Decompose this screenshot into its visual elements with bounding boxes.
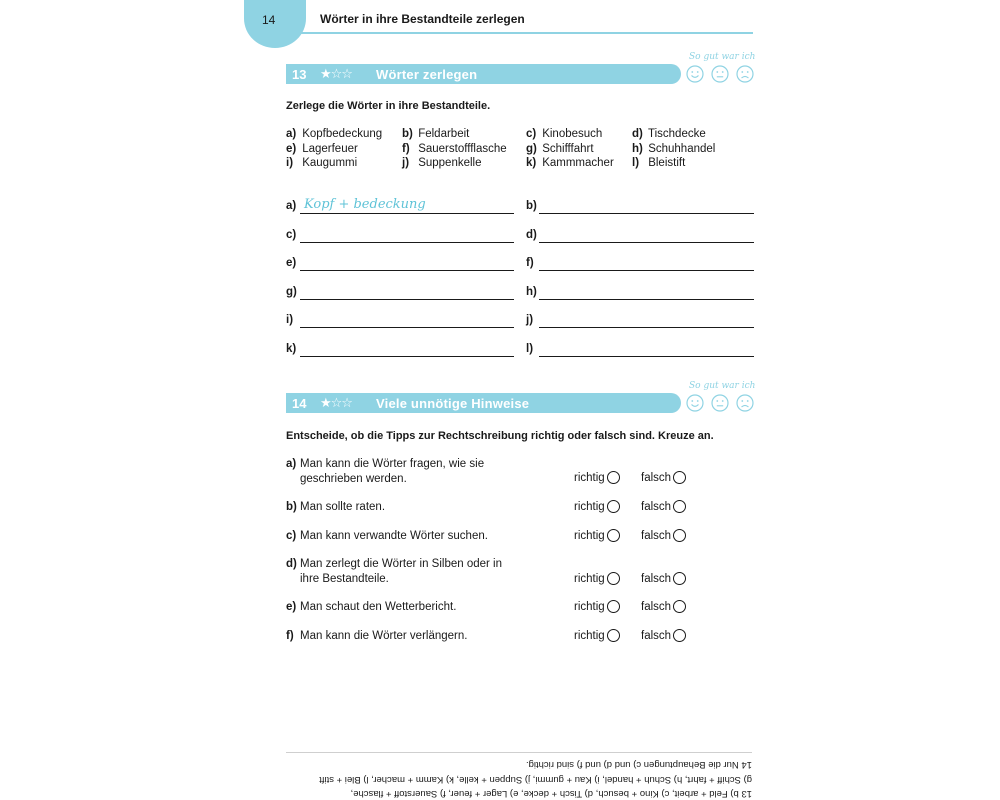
richtig-option-f[interactable]: richtig bbox=[574, 629, 620, 642]
neutral-face-icon[interactable] bbox=[711, 65, 729, 83]
falsch-option-f[interactable]: falsch bbox=[641, 629, 686, 642]
checkbox-circle[interactable] bbox=[673, 572, 686, 585]
checkbox-circle[interactable] bbox=[673, 600, 686, 613]
self-check-label: So gut war ich bbox=[689, 381, 756, 391]
richtig-option-d[interactable]: richtig bbox=[574, 572, 620, 585]
statement-c: c) Man kann verwandte Wörter suchen. bbox=[286, 530, 488, 542]
falsch-option-a[interactable]: falsch bbox=[641, 471, 686, 484]
richtig-option-e[interactable]: richtig bbox=[574, 600, 620, 613]
solution-line: 14 Nur die Behauptungen c) und d) und f) sind richtig. bbox=[525, 759, 752, 770]
happy-face-icon[interactable] bbox=[686, 394, 704, 412]
list-item: d) Tischdecke bbox=[632, 128, 706, 140]
list-item: e) Lagerfeuer bbox=[286, 143, 358, 155]
exercise-14-header bbox=[286, 393, 681, 413]
checkbox-circle[interactable] bbox=[673, 471, 686, 484]
exercise-13-header bbox=[286, 64, 681, 84]
list-item: c) Kinobesuch bbox=[526, 128, 603, 140]
exercise-title: Wörter zerlegen bbox=[376, 67, 478, 82]
exercise-13-instruction: Zerlege die Wörter in ihre Bestandteile. bbox=[286, 100, 491, 112]
exercise-number: 13 bbox=[292, 67, 307, 82]
happy-face-icon[interactable] bbox=[686, 65, 704, 83]
self-check-faces bbox=[686, 65, 754, 83]
answer-line-e[interactable]: e) bbox=[286, 257, 514, 273]
answer-line-l[interactable]: l) bbox=[526, 343, 754, 359]
statement-e: e) Man schaut den Wetterbericht. bbox=[286, 601, 457, 613]
answer-line-c[interactable]: c) bbox=[286, 229, 514, 245]
header-divider bbox=[300, 32, 753, 34]
handwritten-answer: Kopf + bedeckung bbox=[304, 197, 426, 212]
answer-line-f[interactable]: f) bbox=[526, 257, 754, 273]
falsch-option-d[interactable]: falsch bbox=[641, 572, 686, 585]
answer-line-h[interactable]: h) bbox=[526, 286, 754, 302]
list-item: b) Feldarbeit bbox=[402, 128, 470, 140]
statement-f: f) Man kann die Wörter verlängern. bbox=[286, 630, 468, 642]
richtig-option-c[interactable]: richtig bbox=[574, 529, 620, 542]
answer-line-g[interactable]: g) bbox=[286, 286, 514, 302]
statement-a: a) Man kann die Wörter fragen, wie sie geschrieben werden. bbox=[286, 458, 485, 485]
list-item: k) Kammmacher bbox=[526, 157, 614, 169]
falsch-option-b[interactable]: falsch bbox=[641, 500, 686, 513]
answer-line-i[interactable]: i) bbox=[286, 314, 514, 330]
falsch-option-c[interactable]: falsch bbox=[641, 529, 686, 542]
neutral-face-icon[interactable] bbox=[711, 394, 729, 412]
footer-divider bbox=[286, 752, 752, 753]
checkbox-circle[interactable] bbox=[673, 629, 686, 642]
list-item: j) Suppenkelle bbox=[402, 157, 482, 169]
richtig-option-a[interactable]: richtig bbox=[574, 471, 620, 484]
checkbox-circle[interactable] bbox=[607, 471, 620, 484]
sad-face-icon[interactable] bbox=[736, 65, 754, 83]
list-item: g) Schifffahrt bbox=[526, 143, 594, 155]
list-item: i) Kaugummi bbox=[286, 157, 358, 169]
solution-line: 13 b) Feld + arbeit, c) Kino + besuch, d) Tisch + decke, e) Lager + feuer, f) Sauerstoff + flasche, bbox=[350, 788, 752, 799]
answer-line-d[interactable]: d) bbox=[526, 229, 754, 245]
checkbox-circle[interactable] bbox=[607, 529, 620, 542]
exercise-14-instruction: Entscheide, ob die Tipps zur Rechtschreibung richtig oder falsch sind. Kreuze an. bbox=[286, 430, 714, 442]
richtig-option-b[interactable]: richtig bbox=[574, 500, 620, 513]
list-item: f) Sauerstoffflasche bbox=[402, 143, 507, 155]
answer-line-j[interactable]: j) bbox=[526, 314, 754, 330]
checkbox-circle[interactable] bbox=[607, 572, 620, 585]
exercise-number: 14 bbox=[292, 396, 307, 411]
checkbox-circle[interactable] bbox=[607, 500, 620, 513]
statement-d: d) Man zerlegt die Wörter in Silben oder in ihre Bestandteile. bbox=[286, 558, 502, 585]
difficulty-stars: ★☆☆ bbox=[320, 66, 352, 81]
exercise-title: Viele unnötige Hinweise bbox=[376, 396, 530, 411]
self-check-faces bbox=[686, 394, 754, 412]
checkbox-circle[interactable] bbox=[673, 500, 686, 513]
answer-line-k[interactable]: k) bbox=[286, 343, 514, 359]
checkbox-circle[interactable] bbox=[607, 600, 620, 613]
answer-line-b[interactable]: b) bbox=[526, 200, 754, 216]
chapter-title: Wörter in ihre Bestandteile zerlegen bbox=[320, 12, 525, 26]
list-item: l) Bleistift bbox=[632, 157, 686, 169]
checkbox-circle[interactable] bbox=[673, 529, 686, 542]
difficulty-stars: ★☆☆ bbox=[320, 395, 352, 410]
statement-b: b) Man sollte raten. bbox=[286, 501, 386, 513]
checkbox-circle[interactable] bbox=[607, 629, 620, 642]
sad-face-icon[interactable] bbox=[736, 394, 754, 412]
list-item: h) Schuhhandel bbox=[632, 143, 716, 155]
answer-line-a[interactable]: a) Kopf + bedeckung bbox=[286, 200, 514, 216]
solution-line: g) Schiff + fahrt, h) Schuh + handel, i) Kau + gummi, j) Suppen + kelle, k) Kamm + macher, l) Blei + stift bbox=[319, 774, 752, 785]
falsch-option-e[interactable]: falsch bbox=[641, 600, 686, 613]
self-check-label: So gut war ich bbox=[689, 52, 756, 62]
list-item: a) Kopfbedeckung bbox=[286, 128, 383, 140]
page-number: 14 bbox=[262, 13, 276, 27]
